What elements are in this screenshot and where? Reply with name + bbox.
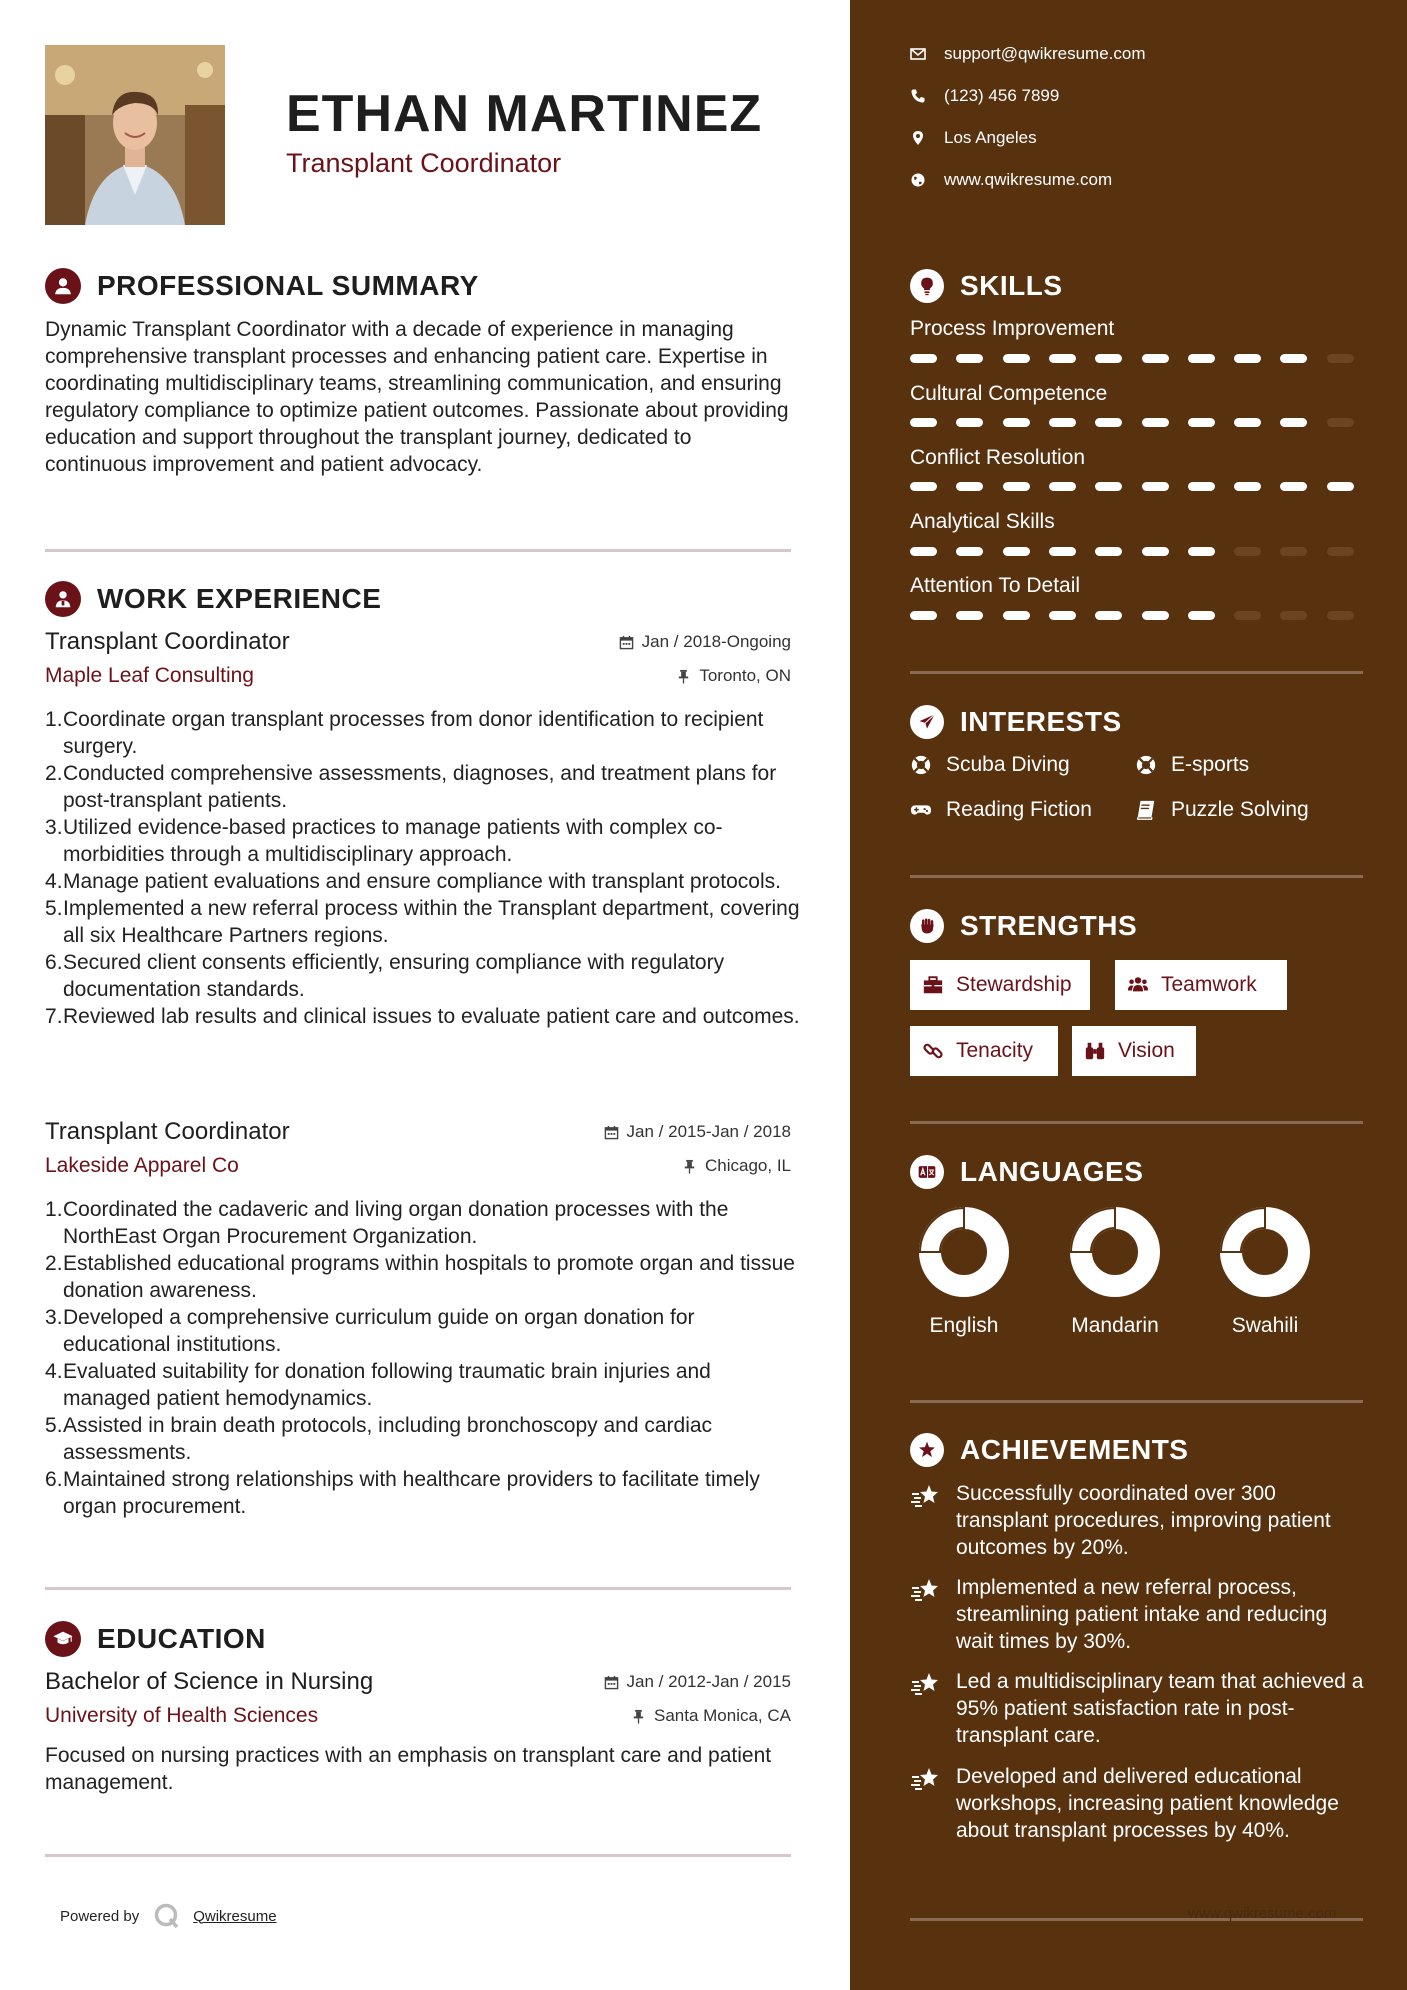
interests-title: INTERESTS: [960, 706, 1122, 737]
skill-dash-filled: [1234, 418, 1261, 427]
education-heading: [45, 1621, 266, 1657]
bullet-item: Evaluated suitability for donation following traumatic brain injuries and managed patient hemodynamics.: [63, 1360, 711, 1410]
job-location-text: Toronto, ON: [699, 666, 791, 685]
briefcase-icon: [922, 974, 944, 996]
bullet-item: Utilized evidence-based practices to manage patients with complex co-morbidities through a multidisciplinary approach.: [63, 816, 723, 866]
skill-rating: [910, 354, 1366, 364]
ring-remaining-segment: [920, 1208, 964, 1252]
skill-dash-filled: [956, 418, 983, 427]
skill-dash-empty: [1327, 418, 1354, 427]
email-text[interactable]: support@qwikresume.com: [944, 44, 1146, 63]
education-location: [631, 1706, 791, 1726]
language-name: Swahili: [1231, 1314, 1299, 1337]
bullet-item: Established educational programs within hospitals to promote organ and tissue donation awareness.: [63, 1252, 795, 1302]
strength-chip: [1115, 960, 1287, 1010]
skill-dash-filled: [910, 354, 937, 363]
skill-dash-filled: [1095, 547, 1122, 556]
summary-text: Dynamic Transplant Coordinator with a decade of experience in managing comprehensive transplant processes and enhancing patient care. Expertise in coordinating multidisciplinary teams, streamlining communication, and ensuring regulatory compliance to optimize patient outcomes. Passionate about providing education and support throughout the transplant journey, dedicated to continuous improvement and patient advocacy.: [45, 318, 789, 476]
job-title: Transplant Coordinator: [45, 628, 290, 655]
achievement-item: [910, 1668, 1370, 1749]
contact-email: [910, 44, 1146, 64]
life-ring-icon: [910, 754, 932, 776]
skill-dash-filled: [1003, 354, 1030, 363]
gamepad-icon: [910, 799, 932, 821]
interest-item: [910, 798, 1092, 822]
shooting-star-icon: [910, 1765, 940, 1795]
skill-dash-filled: [1049, 482, 1076, 491]
strengths-heading: [910, 909, 1137, 943]
skills-title: SKILLS: [960, 270, 1063, 301]
watermark: www.qwikresume.com: [1188, 1905, 1337, 1922]
shooting-star-icon: [910, 1670, 940, 1700]
skill-dash-empty: [1280, 611, 1307, 620]
skill-dash-filled: [1188, 611, 1215, 620]
lightbulb-icon: [910, 269, 944, 303]
skill-dash-filled: [1188, 418, 1215, 427]
achievement-item: [910, 1574, 1370, 1655]
skill-dash-filled: [1142, 611, 1169, 620]
skill-dash-filled: [1280, 354, 1307, 363]
language-item: [1065, 1202, 1165, 1337]
powered-by-label: Powered by: [60, 1907, 140, 1925]
skill-dash-filled: [1049, 547, 1076, 556]
skill-dash-filled: [1003, 418, 1030, 427]
job-date: [619, 632, 791, 652]
globe-icon: [910, 172, 926, 188]
languages-heading: [910, 1155, 1143, 1189]
interests-heading: [910, 705, 1122, 739]
school: University of Health Sciences: [45, 1704, 319, 1727]
achievement-item: [910, 1763, 1370, 1844]
skill-dash-filled: [1095, 418, 1122, 427]
envelope-icon: [910, 46, 926, 62]
achievement-text: Implemented a new referral process, streamlining patient intake and reducing wait times by 30%.: [956, 1576, 1328, 1653]
language-proficiency-ring: [1065, 1202, 1165, 1302]
skill-dash-empty: [1327, 354, 1354, 363]
job-bullets: [45, 706, 803, 1030]
achievements-title: ACHIEVEMENTS: [960, 1434, 1189, 1465]
skill-dash-filled: [1095, 354, 1122, 363]
graduation-cap-icon: [45, 1621, 81, 1657]
strength-chip: [1072, 1026, 1196, 1076]
education-entry: [45, 1668, 791, 1798]
map-marker-icon: [910, 130, 926, 146]
interest-item: [1135, 753, 1249, 777]
shooting-star-icon: [910, 1576, 940, 1606]
interest-label: Puzzle Solving: [1171, 798, 1309, 821]
phone-text[interactable]: (123) 456 7899: [944, 86, 1060, 105]
skill-dash-empty: [1327, 547, 1354, 556]
interest-item: [910, 753, 1070, 777]
bullet-item: Coordinated the cadaveric and living organ donation processes with the NorthEast Organ Procurement Organization.: [63, 1198, 729, 1248]
divider: [910, 1400, 1363, 1403]
skill-dash-empty: [1327, 611, 1354, 620]
skill-rating: [910, 547, 1366, 557]
strength-label: Vision: [1118, 1039, 1175, 1062]
summary-heading: [45, 268, 479, 304]
bullet-item: Secured client consents efficiently, ensuring compliance with regulatory documentation standards.: [63, 951, 725, 1001]
achievement-item: [910, 1480, 1370, 1561]
divider: [910, 875, 1363, 878]
bullet-item: Coordinate organ transplant processes from donor identification to recipient surgery.: [63, 708, 764, 758]
language-name: Mandarin: [1071, 1314, 1159, 1337]
job-entry: [45, 628, 800, 1088]
qwikresume-link[interactable]: Qwikresume: [193, 1907, 277, 1925]
skill-dash-filled: [1095, 482, 1122, 491]
language-proficiency-ring: [1215, 1202, 1315, 1302]
achievement-text: Developed and delivered educational workshops, increasing patient knowledge about transplant processes by 40%.: [956, 1765, 1339, 1842]
job-date-text: Jan / 2018-Ongoing: [641, 632, 791, 651]
strength-label: Tenacity: [956, 1039, 1034, 1062]
skill-name: Process Improvement: [910, 317, 1115, 340]
divider: [45, 1854, 791, 1857]
education-title: EDUCATION: [97, 1623, 266, 1654]
job-company: Maple Leaf Consulting: [45, 664, 254, 687]
skill-dash-filled: [1142, 547, 1169, 556]
language-item: [1215, 1202, 1315, 1337]
interest-item: [1135, 798, 1309, 822]
skill-dash-empty: [1280, 547, 1307, 556]
skill-dash-filled: [910, 611, 937, 620]
pin-icon: [631, 1709, 646, 1724]
contact-website: [910, 170, 1112, 190]
skill-dash-filled: [1142, 418, 1169, 427]
experience-heading: [45, 581, 381, 617]
skill-dash-filled: [1049, 418, 1076, 427]
candidate-title: Transplant Coordinator: [286, 148, 562, 178]
experience-title: WORK EXPERIENCE: [97, 583, 382, 614]
location-text: Los Angeles: [944, 128, 1037, 147]
divider: [45, 549, 791, 552]
job-entry: [45, 1118, 795, 1538]
skill-name: Cultural Competence: [910, 382, 1108, 405]
job-bullets: [45, 1196, 803, 1520]
skill-dash-filled: [1049, 611, 1076, 620]
link-icon: [922, 1040, 944, 1062]
bullet-item: Maintained strong relationships with healthcare providers to facilitate timely organ procurement.: [63, 1468, 760, 1518]
bullet-item: Developed a comprehensive curriculum guide on organ donation for educational institutions.: [63, 1306, 695, 1356]
skill-dash-filled: [1188, 482, 1215, 491]
skill-dash-filled: [1234, 354, 1261, 363]
strength-label: Stewardship: [956, 973, 1072, 996]
book-icon: [1135, 799, 1157, 821]
job-location: [682, 1156, 791, 1176]
skill-rating: [910, 418, 1366, 428]
skill-dash-empty: [1234, 547, 1261, 556]
skill-dash-empty: [1234, 611, 1261, 620]
achievement-text: Led a multidisciplinary team that achieved a 95% patient satisfaction rate in post-transplant care.: [956, 1670, 1364, 1747]
qwikresume-logo-icon: [153, 1902, 181, 1930]
pin-icon: [682, 1159, 697, 1174]
bullet-item: Conducted comprehensive assessments, diagnoses, and treatment plans for post-transplant patients.: [63, 762, 777, 812]
skill-dash-filled: [910, 547, 937, 556]
contact-phone: [910, 86, 1059, 106]
website-text[interactable]: www.qwikresume.com: [944, 170, 1113, 189]
ring-remaining-segment: [1221, 1208, 1265, 1252]
user-icon: [45, 268, 81, 304]
bullet-item: Assisted in brain death protocols, including bronchoscopy and cardiac assessments.: [63, 1414, 713, 1464]
users-icon: [1127, 974, 1149, 996]
powered-by: [60, 1902, 277, 1930]
ring-remaining-segment: [1071, 1208, 1115, 1252]
paper-plane-icon: [910, 705, 944, 739]
divider: [45, 1587, 791, 1590]
skill-dash-filled: [1142, 482, 1169, 491]
interest-label: Scuba Diving: [946, 753, 1070, 776]
strength-chip: [910, 1026, 1058, 1076]
strength-label: Teamwork: [1161, 973, 1257, 996]
job-date-text: Jan / 2015-Jan / 2018: [626, 1122, 791, 1141]
skill-dash-filled: [1188, 354, 1215, 363]
calendar-icon: [604, 1675, 619, 1690]
candidate-name: ETHAN MARTINEZ: [286, 85, 763, 143]
job-company: Lakeside Apparel Co: [45, 1154, 239, 1177]
skill-dash-filled: [956, 354, 983, 363]
life-ring-icon: [1135, 754, 1157, 776]
language-name: English: [929, 1314, 999, 1337]
job-location: [676, 666, 791, 686]
skill-dash-filled: [956, 547, 983, 556]
skill-dash-filled: [1142, 354, 1169, 363]
profile-photo: [45, 45, 225, 225]
languages-title: LANGUAGES: [960, 1156, 1144, 1187]
skill-name: Conflict Resolution: [910, 446, 1086, 469]
skill-rating: [910, 482, 1366, 492]
fist-icon: [910, 909, 944, 943]
language-item: [914, 1202, 1014, 1337]
skill-dash-filled: [1280, 482, 1307, 491]
skill-name: Analytical Skills: [910, 510, 1055, 533]
translate-icon: [910, 1155, 944, 1189]
skill-dash-filled: [956, 482, 983, 491]
skill-dash-filled: [910, 418, 937, 427]
skill-dash-filled: [956, 611, 983, 620]
job-title: Transplant Coordinator: [45, 1118, 290, 1145]
skill-dash-filled: [1327, 482, 1354, 491]
education-date-text: Jan / 2012-Jan / 2015: [626, 1672, 791, 1691]
contact-location: [910, 128, 1037, 148]
calendar-icon: [604, 1125, 619, 1140]
language-proficiency-ring: [914, 1202, 1014, 1302]
divider: [910, 671, 1363, 674]
pin-icon: [676, 669, 691, 684]
skill-dash-filled: [1280, 418, 1307, 427]
strength-chip: [910, 960, 1090, 1010]
achievements-heading: [910, 1433, 1188, 1467]
interest-label: Reading Fiction: [946, 798, 1092, 821]
interest-label: E-sports: [1171, 753, 1250, 776]
summary-title: PROFESSIONAL SUMMARY: [97, 270, 479, 301]
skill-dash-filled: [1188, 547, 1215, 556]
skill-dash-filled: [1003, 611, 1030, 620]
skills-heading: [910, 269, 1063, 303]
shooting-star-icon: [910, 1482, 940, 1512]
skill-dash-filled: [1003, 547, 1030, 556]
skill-dash-filled: [1234, 482, 1261, 491]
skill-name: Attention To Detail: [910, 574, 1081, 597]
briefcase-user-icon: [45, 581, 81, 617]
education-text: Focused on nursing practices with an emphasis on transplant care and patient management.: [45, 1744, 772, 1794]
skill-dash-filled: [1095, 611, 1122, 620]
skill-dash-filled: [910, 482, 937, 491]
skill-dash-filled: [1003, 482, 1030, 491]
skill-dash-filled: [1049, 354, 1076, 363]
divider: [910, 1121, 1363, 1124]
sidebar: [850, 0, 1407, 1990]
education-location-text: Santa Monica, CA: [653, 1706, 791, 1725]
bullet-item: Manage patient evaluations and ensure compliance with transplant protocols.: [63, 870, 781, 893]
bullet-item: Implemented a new referral process within the Transplant department, covering all six Healthcare Partners regions.: [63, 897, 800, 947]
education-date: [604, 1672, 791, 1692]
degree: Bachelor of Science in Nursing: [45, 1668, 374, 1695]
skill-rating: [910, 611, 1366, 621]
job-location-text: Chicago, IL: [705, 1156, 791, 1175]
strengths-title: STRENGTHS: [960, 910, 1138, 941]
bullet-item: Reviewed lab results and clinical issues to evaluate patient care and outcomes.: [63, 1005, 800, 1028]
binoculars-icon: [1084, 1040, 1106, 1062]
job-date: [604, 1122, 791, 1142]
achievement-text: Successfully coordinated over 300 transplant procedures, improving patient outcomes by 20%.: [956, 1482, 1331, 1559]
award-star-icon: [910, 1433, 944, 1467]
calendar-icon: [619, 635, 634, 650]
phone-icon: [910, 88, 926, 104]
